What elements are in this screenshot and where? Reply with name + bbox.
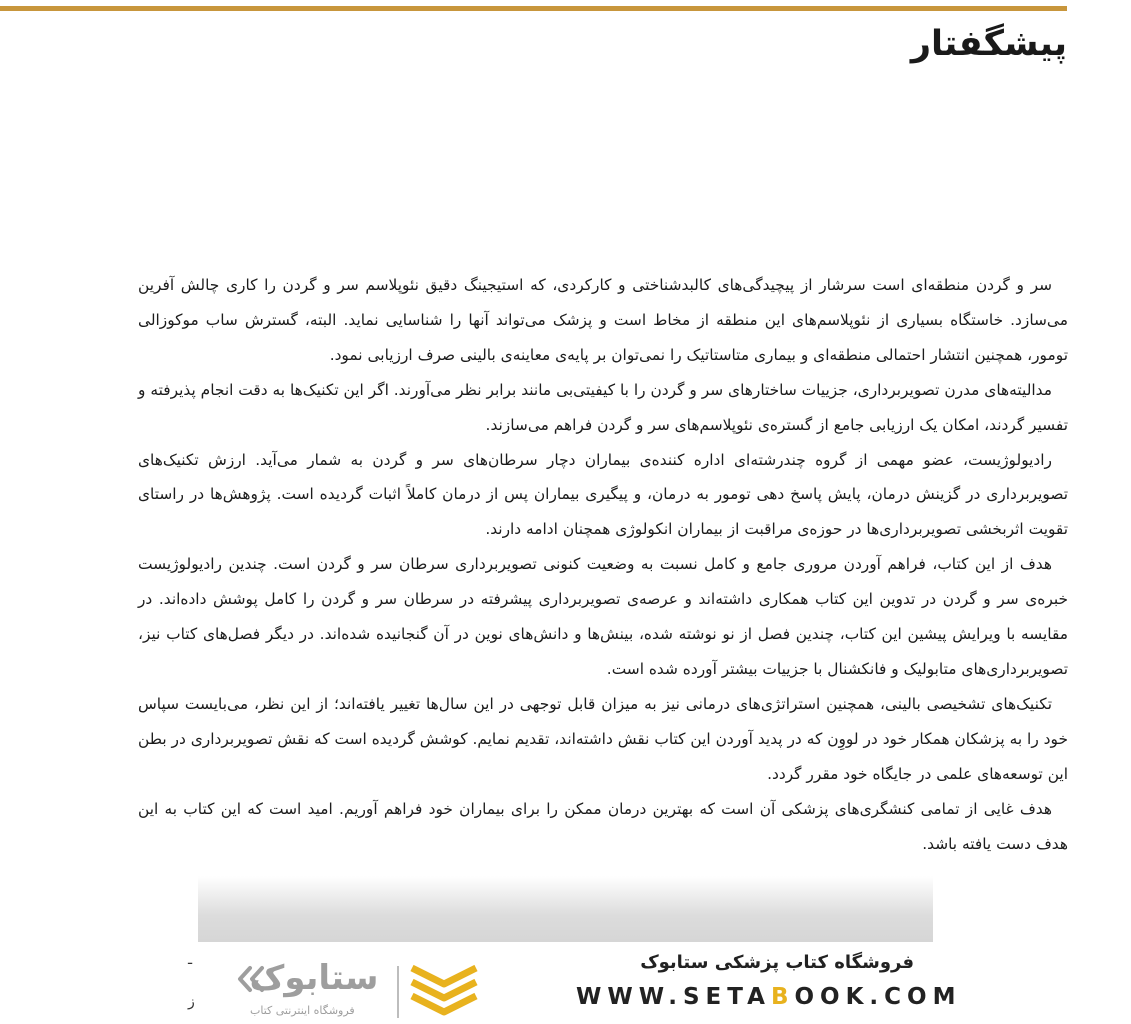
preface-body [138,268,1068,861]
logo-divider [397,966,399,1018]
page-title: پیشگفتار [910,24,1067,64]
paragraph-3: رادیولوژیست، عضو مهمی از گروه چندرشته‌ای اداره کننده‌ی بیماران دچار سرطان‌های سر و گردن به شمار می‌آید. ارزش تکنیک‌های تصویربرداری در گزینش درمان، پایش پاسخ دهی تومور به درمان، و پیگیری بیماران پس از درمان کاملاً اثبات گردیده است. پژوهش‌ها در راستای تقویت اثربخشی تصویربرداری‌ها در حوزه‌ی مراقبت از بیماران انکولوژی همچنان ادامه دارند. [138,450,1068,539]
url-prefix: WWW.SETA [576,984,771,1010]
paragraph-2: مدالیته‌های مدرن تصویربرداری، جزییات ساختارهای سر و گردن را با کیفیتی‌بی مانند برابر نظر می‌آورند. اگر این تکنیک‌ها به دقت انجام پذیرفته و تفسیر گردند، امکان یک ارزیابی جامع از گستره‌ی نئوپلاسم‌های سر و گردن فراهم می‌سازند. [138,380,1068,434]
paragraph-5: تکنیک‌های تشخیصی بالینی، همچنین استراتژی‌های درمانی نیز به میزان قابل توجهی در این سال‌ها تغییر یافته‌اند؛ از این نظر، می‌بایست سپاس خود را به پزشکان همکار خود در لووِن که در پدید آوردن این کتاب نقش داشته‌اند، تقدیم نمایم. کوشش گردیده است که نقش تصویربرداری در بطن این توسعه‌های علمی در جایگاه خود مقرر گردد. [138,694,1068,783]
store-url[interactable] [576,984,961,1010]
top-rule [0,6,1067,11]
book-logo-icon [408,962,480,1020]
stray-glyph-2: ز [188,994,195,1010]
url-suffix: OOK.COM [794,984,962,1010]
page-fade-band [198,876,933,942]
stray-glyph-1: ـ [188,952,193,968]
url-accent-letter: B [770,984,795,1010]
paragraph-6: هدف غایی از تمامی کنشگری‌های پزشکی آن است که بهترین درمان ممکن را برای بیماران خود فراهم آوریم. امید است که این کتاب به این هدف دست یافته باشد. [138,799,1068,853]
brand-subtitle: فروشگاه اینترنتی کتاب [250,1004,355,1017]
paragraph-1: سر و گردن منطقه‌ای است سرشار از پیچیدگی‌های کالبدشناختی و کارکردی، که استیجینگ دقیق نئوپلاسم سر و گردن را کاری چالش آفرین می‌سازد. خاستگاه بسیاری از نئوپلاسم‌های این منطقه از مخاط است و پزشک می‌تواند آنها را شناسایی نماید. البته، گسترش ساب موکوزالی تومور، همچنین انتشار احتمالی منطقه‌ای و بیماری متاستاتیک را نمی‌توان بر پایه‌ی معاینه‌ی بالینی صرف ارزیابی نمود. [138,276,1068,364]
paragraph-4: هدف از این کتاب، فراهم آوردن مروری جامع و کامل نسبت به وضعیت کنونی تصویربرداری سرطان سر و گردن است. چندین رادیولوژیست خبره‌ی سر و گردن در تدوین این کتاب همکاری داشته‌اند و عرصه‌ی تصویربرداری پیشرفته در سرطان سر و گردن را کامل پوشش داده‌اند. در مقایسه با ویرایش پیشین این کتاب، چندین فصل از نو نوشته شده، بینش‌ها و دانش‌های نوین در آن گنجانیده شده‌اند. در دیگر فصل‌های کتاب نیز، تصویربرداری‌های متابولیک و فانکشنال با جزییات بیشتر آورده شده است. [138,555,1068,678]
store-name: فروشگاه کتاب پزشکی ستابوک [640,952,914,973]
brand-name: ستابوک [249,958,379,998]
